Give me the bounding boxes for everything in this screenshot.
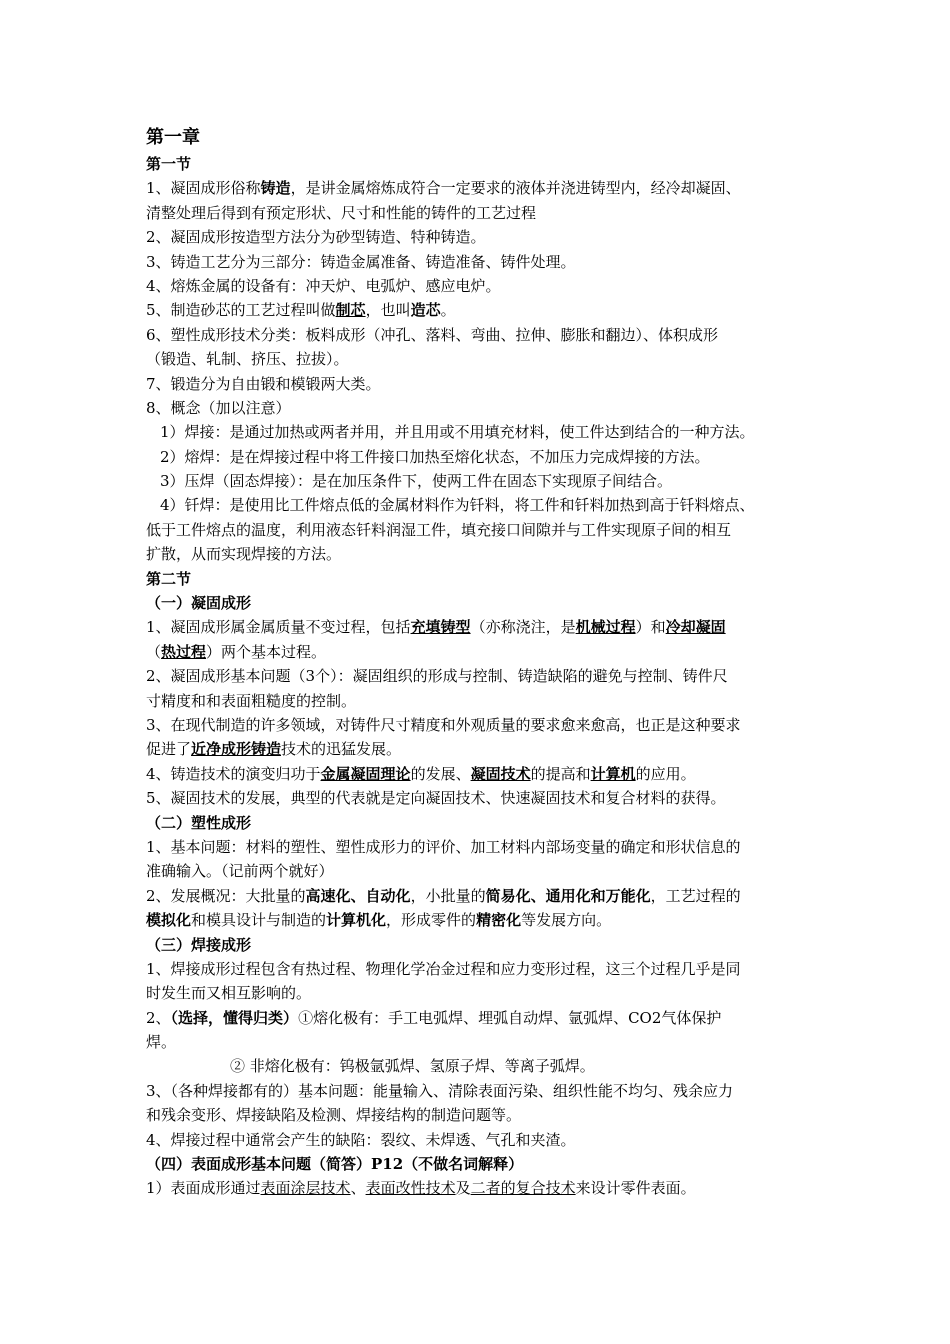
- concept-item: 3）压焊（固态焊接）：是在加压条件下，使两工件在固态下实现原子间结合。: [160, 472, 673, 491]
- paragraph-continuation: 准确输入。（记前两个就好）: [146, 862, 334, 881]
- paragraph-continuation: 促进了近净成形铸造技术的迅猛发展。: [146, 740, 402, 759]
- paragraph: 3、在现代制造的许多领域，对铸件尺寸精度和外观质量的要求愈来愈高，也正是这种要求: [146, 715, 741, 734]
- paragraph: 5、凝固技术的发展，典型的代表就是定向凝固技术、快速凝固技术和复合材料的获得。: [146, 789, 726, 808]
- paragraph: 1、凝固成形俗称铸造，是讲金属熔炼成符合一定要求的液体并浇进铸型内，经冷却凝固、: [146, 179, 741, 198]
- subsection-title: （一）凝固成形: [146, 594, 252, 613]
- paragraph-continuation: 清整处理后得到有预定形状、尺寸和性能的铸件的工艺过程: [146, 203, 537, 222]
- paragraph: 2、发展概况：大批量的高速化、自动化，小批量的简易化、通用化和万能化，工艺过程的: [146, 886, 741, 905]
- concept-item: 1）焊接：是通过加热或两者并用，并且用或不用填充材料，使工件达到结合的一种方法。: [160, 423, 755, 442]
- paragraph: 6、塑性成形技术分类：板料成形（冲孔、落料、弯曲、拉伸、膨胀和翻边）、体积成形: [146, 325, 719, 344]
- paragraph: 4、熔炼金属的设备有：冲天炉、电弧炉、感应电炉。: [146, 276, 501, 295]
- paragraph: 7、锻造分为自由锻和模锻两大类。: [146, 374, 381, 393]
- paragraph: 2、（选择，懂得归类）①熔化极有：手工电弧焊、埋弧自动焊、氩弧焊、CO2气体保护: [146, 1008, 722, 1027]
- paragraph: 4、焊接过程中通常会产生的缺陷：裂纹、未焊透、气孔和夹渣。: [146, 1130, 576, 1149]
- paragraph: 1、凝固成形属金属质量不变过程，包括充填铸型（亦称浇注，是机械过程）和冷却凝固: [146, 618, 726, 637]
- paragraph-continuation: 焊。: [146, 1033, 177, 1052]
- paragraph: 2、凝固成形按造型方法分为砂型铸造、特种铸造。: [146, 228, 486, 247]
- section-title: 第二节: [146, 569, 192, 588]
- paragraph: 3、（各种焊接都有的）基本问题：能量输入、清除表面污染、组织性能不均匀、残余应力: [146, 1081, 734, 1100]
- paragraph-continuation: ② 非熔化极有：钨极氩弧焊、氢原子焊、等离子弧焊。: [230, 1057, 595, 1076]
- subsection-title: （三）焊接成形: [146, 935, 252, 954]
- paragraph-continuation: 模拟化和模具设计与制造的计算机化，形成零件的精密化等发展方向。: [146, 911, 612, 930]
- paragraph: 1、焊接成形过程包含有热过程、物理化学冶金过程和应力变形过程，这三个过程几乎是同: [146, 959, 741, 978]
- paragraph-continuation: （锻造、轧制、挤压、拉拔）。: [146, 350, 349, 369]
- paragraph-continuation: 和残余变形、焊接缺陷及检测、焊接结构的制造问题等。: [146, 1106, 522, 1125]
- paragraph: 3、铸造工艺分为三部分：铸造金属准备、铸造准备、铸件处理。: [146, 252, 576, 271]
- paragraph: 8、概念（加以注意）: [146, 398, 291, 417]
- paragraph: 1）表面成形通过表面涂层技术、表面改性技术及二者的复合技术来设计零件表面。: [146, 1179, 696, 1198]
- paragraph: 1、基本问题：材料的塑性、塑性成形力的评价、加工材料内部场变量的确定和形状信息的: [146, 837, 741, 856]
- chapter-title: 第一章: [146, 127, 200, 148]
- paragraph-continuation: 扩散，从而实现焊接的方法。: [146, 545, 342, 564]
- paragraph: 5、制造砂芯的工艺过程叫做制芯，也叫造芯。: [146, 301, 456, 320]
- subsection-title: （二）塑性成形: [146, 813, 252, 832]
- concept-item: 2）熔焊：是在焊接过程中将工件接口加热至熔化状态，不加压力完成焊接的方法。: [160, 447, 710, 466]
- paragraph-continuation: 时发生而又相互影响的。: [146, 984, 312, 1003]
- paragraph: 4、铸造技术的演变归功于金属凝固理论的发展、凝固技术的提高和计算机的应用。: [146, 764, 696, 783]
- paragraph-continuation: 寸精度和和表面粗糙度的控制。: [146, 691, 357, 710]
- document-body: [146, 124, 811, 1201]
- concept-item: 4）钎焊：是使用比工件熔点低的金属材料作为钎料，将工件和钎料加热到高于钎料熔点、: [160, 496, 755, 515]
- paragraph: 2、凝固成形基本问题（3个）：凝固组织的形成与控制、铸造缺陷的避免与控制、铸件尺: [146, 667, 728, 686]
- paragraph-continuation: （热过程）两个基本过程。: [146, 642, 327, 661]
- paragraph-continuation: 低于工件熔点的温度，利用液态钎料润湿工件，填充接口间隙并与工件实现原子间的相互: [146, 520, 732, 539]
- subsection-title: （四）表面成形基本问题（简答）P12（不做名词解释）: [146, 1155, 524, 1174]
- section-title: 第一节: [146, 155, 192, 173]
